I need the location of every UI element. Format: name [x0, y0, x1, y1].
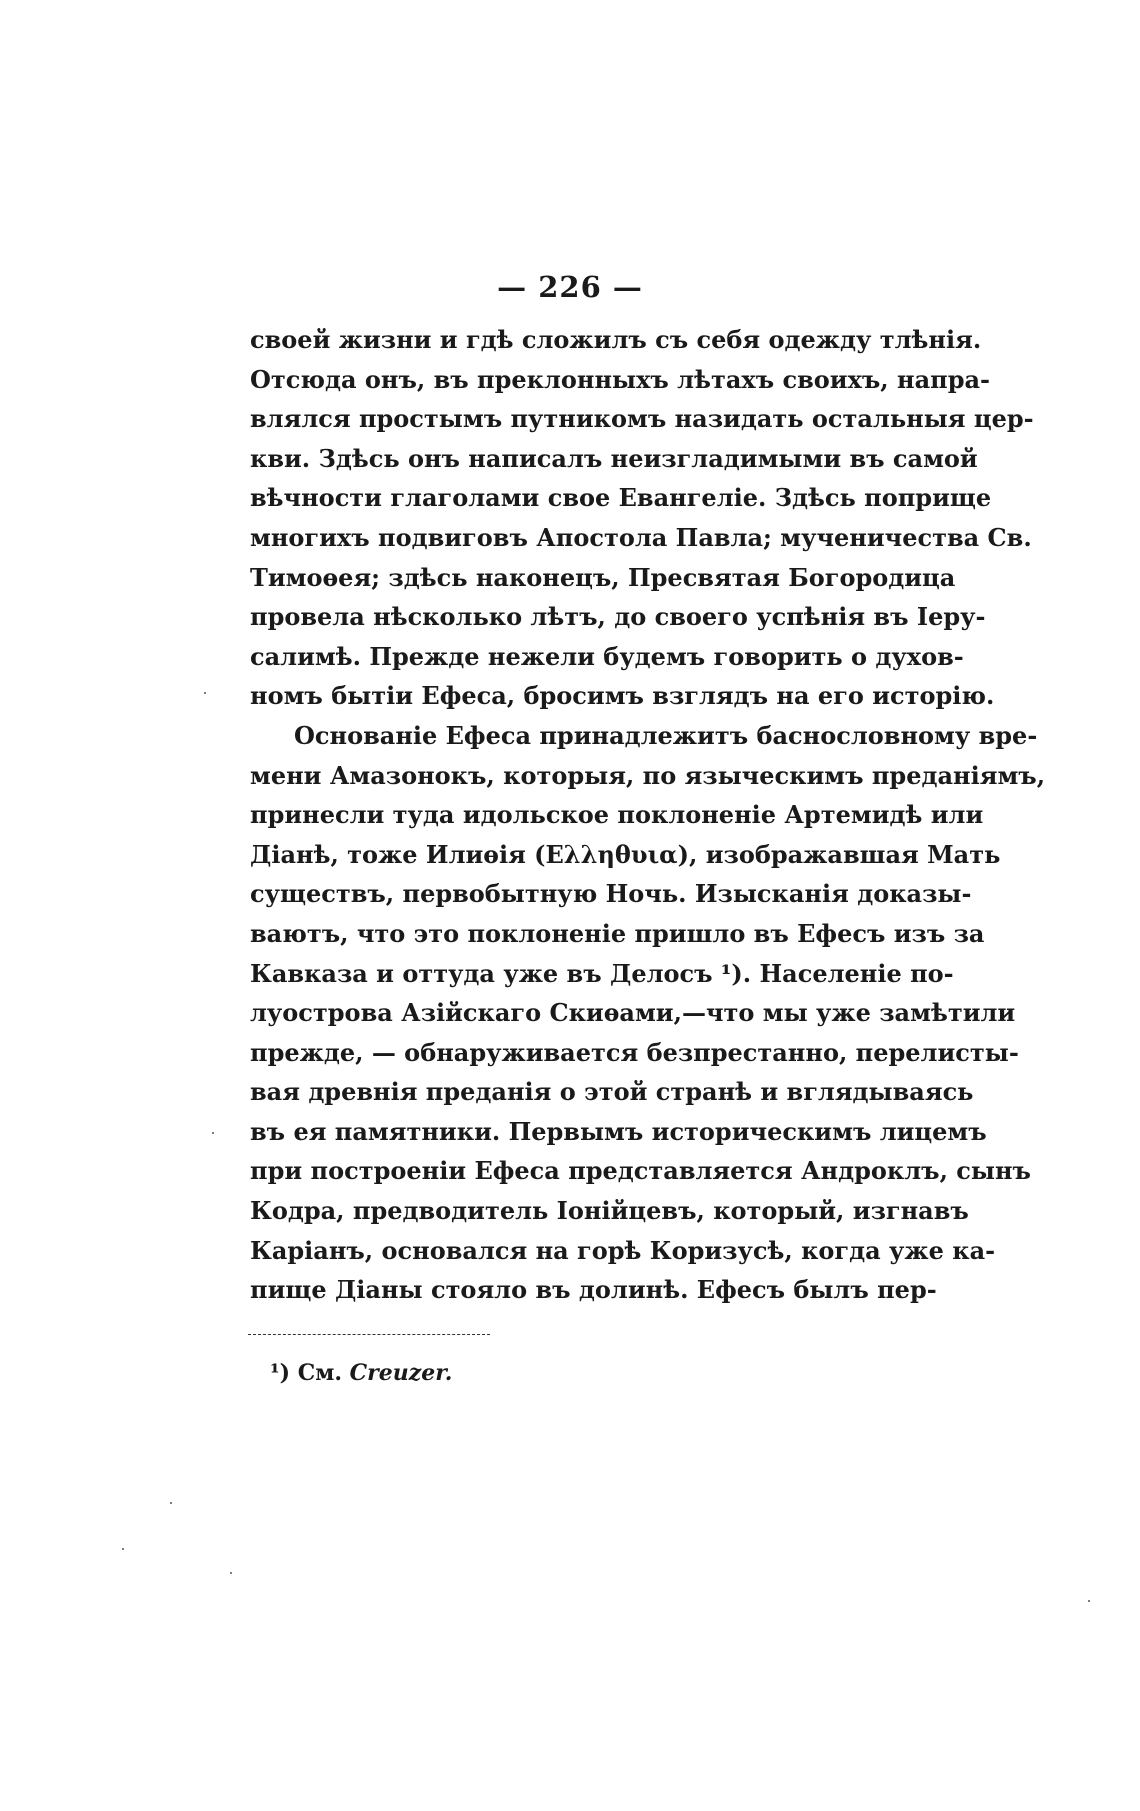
text-line: Каріанъ, основался на горѣ Коризусѣ, когда уже ка- — [250, 1235, 996, 1265]
text-line: номъ бытіи Ефеса, бросимъ взглядъ на его исторію. — [250, 681, 995, 711]
text-line: многихъ подвиговъ Апостола Павла; мученичества Св. — [250, 522, 1032, 552]
text-line: пище Діаны стояло въ долинѣ. Ефесъ былъ пер- — [250, 1275, 937, 1305]
footnote — [270, 1360, 452, 1386]
scan-speck — [1088, 1600, 1090, 1602]
text-line: прежде, — обнаруживается безпрестанно, перелисты- — [250, 1037, 1019, 1067]
scan-speck — [170, 1502, 172, 1504]
text-line: вая древнія преданія о этой странѣ и вглядываясь — [250, 1077, 974, 1107]
scan-speck — [230, 1572, 232, 1574]
text-line: Діанѣ, тоже Илиѳія (Ελληθυια), изображавшая Мать — [250, 839, 1001, 869]
text-line: влялся простымъ путникомъ назидать остальныя цер- — [250, 404, 1034, 434]
text-line: существъ, первобытную Ночь. Изысканія доказы- — [250, 879, 972, 909]
text-line: луострова Азійскаго Скиѳами,—что мы уже замѣтили — [250, 998, 1016, 1028]
text-line: ваютъ, что это поклоненіе пришло въ Ефесъ изъ за — [250, 918, 985, 948]
scan-speck — [122, 1548, 124, 1550]
text-line: Кодра, предводитель Іонійцевъ, который, изгнавъ — [250, 1196, 969, 1226]
text-line: при построеніи Ефеса представляется Андроклъ, сынъ — [250, 1156, 1031, 1186]
body-text — [250, 320, 1046, 1310]
scan-speck — [212, 1132, 214, 1134]
text-line: мени Амазонокъ, которыя, по языческимъ преданіямъ, — [250, 760, 1046, 790]
text-line: Тимоѳея; здѣсь наконецъ, Пресвятая Богородица — [250, 562, 956, 592]
footnote-reference: Creuzer. — [349, 1360, 453, 1386]
text-line: кви. Здѣсь онъ написалъ неизгладимыми въ самой — [250, 443, 978, 473]
text-line: своей жизни и гдѣ сложилъ съ себя одежду тлѣнія. — [250, 325, 982, 354]
footnote-marker: ¹) См. — [270, 1360, 350, 1386]
text-line: провела нѣсколько лѣтъ, до своего успѣнія въ Іеру- — [250, 602, 986, 632]
text-line: салимѣ. Прежде нежели будемъ говорить о духов- — [250, 641, 964, 671]
text-line: вѣчности глаголами свое Евангеліе. Здѣсь поприще — [250, 483, 992, 513]
footnote-divider — [248, 1334, 490, 1335]
paragraph-start-line: Основаніе Ефеса принадлежитъ баснословному вре- — [294, 720, 1038, 750]
text-line: принесли туда идольское поклоненіе Артемидѣ или — [250, 800, 984, 830]
text-line: Отсюда онъ, въ преклонныхъ лѣтахъ своихъ, напра- — [250, 364, 990, 394]
scan-speck — [204, 692, 206, 694]
page-number: — 226 — — [497, 270, 643, 304]
text-line: Кавказа и оттуда уже въ Делосъ ¹). Населеніе по- — [250, 958, 954, 988]
text-line: въ ея памятники. Первымъ историческимъ лицемъ — [250, 1116, 987, 1146]
